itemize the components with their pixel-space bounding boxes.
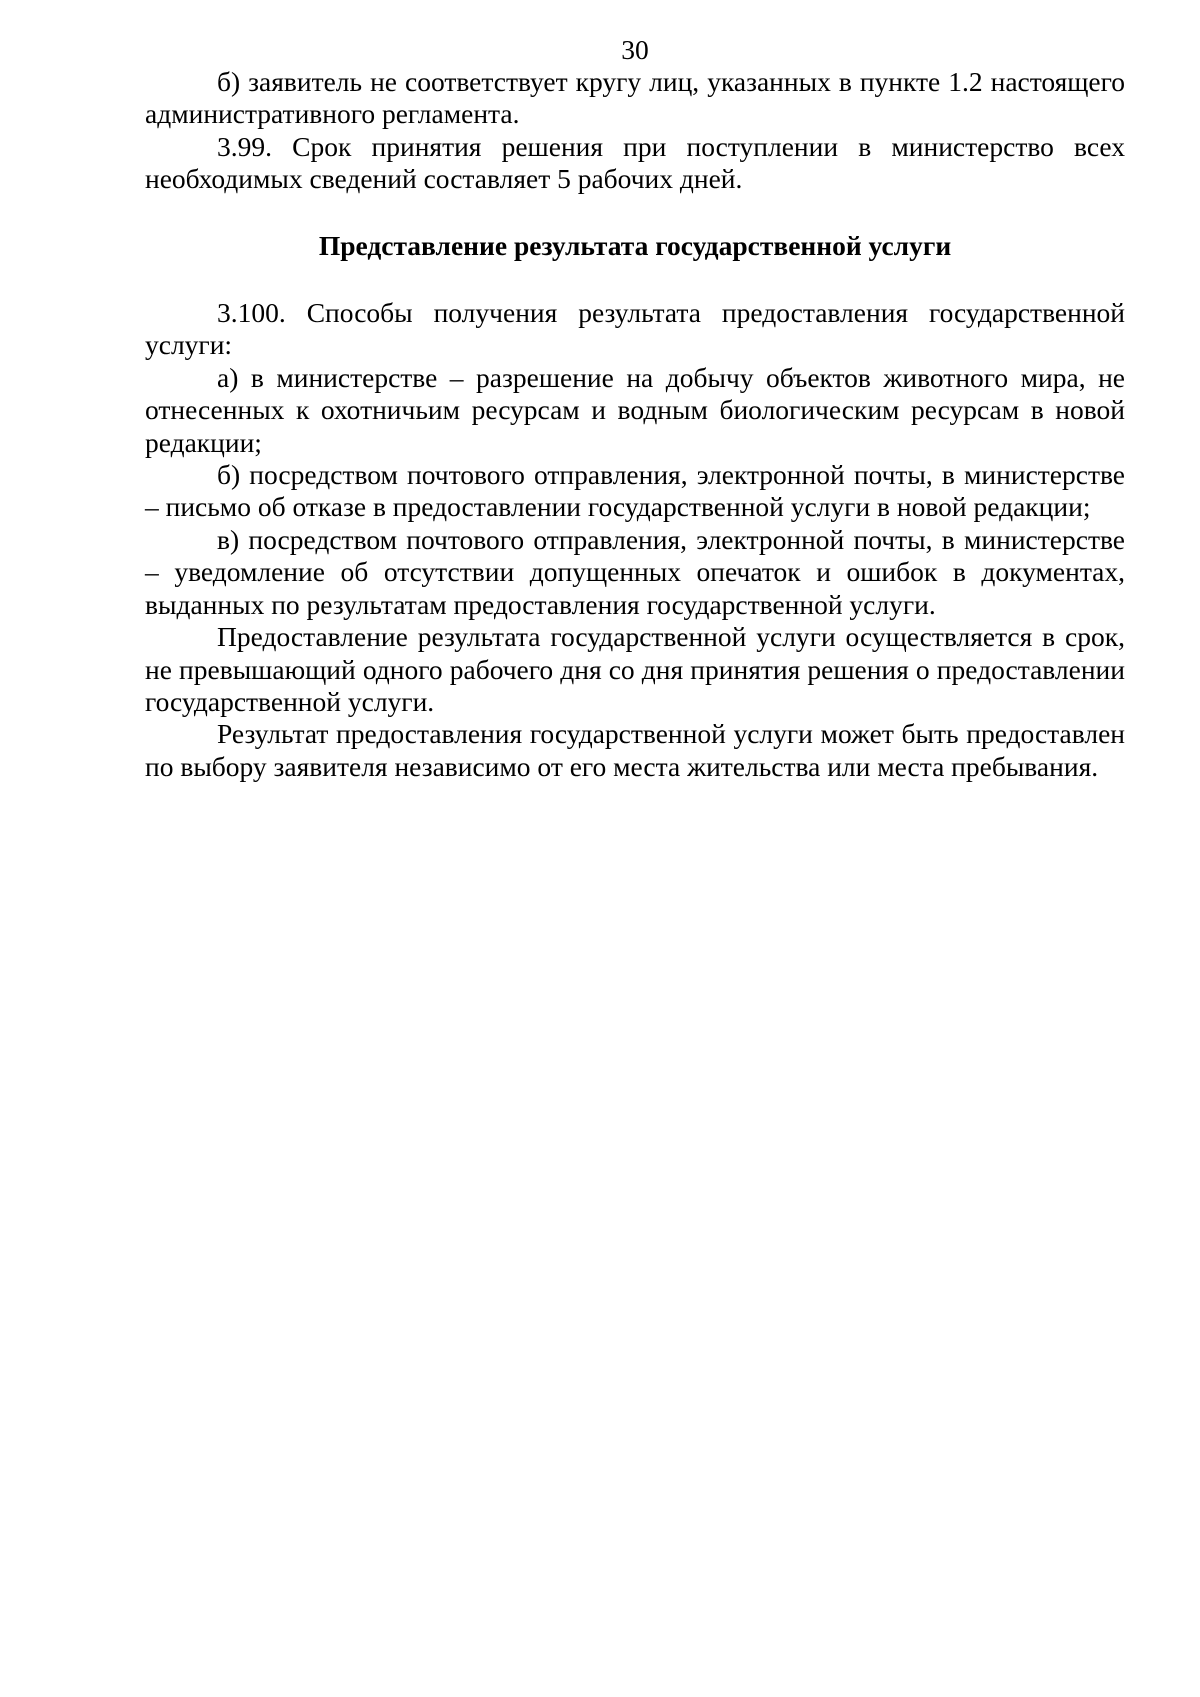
paragraph-applicant-criteria: б) заявитель не соответствует кругу лиц, указанных в пункте 1.2 настоящего административного регламента. [145,66,1125,130]
paragraph-item-a: а) в министерстве – разрешение на добычу объектов животного мира, не отнесенных к охотничьим ресурсам и водным биологическим ресурсам в новой редакции; [145,361,1125,458]
document-page [145,34,1125,783]
paragraph-item-b: б) посредством почтового отправления, электронной почты, в министерстве – письмо об отказе в предоставлении государственной услуги в новой редакции; [145,459,1125,523]
section-heading: Представление результата государственной услуги [318,229,952,261]
paragraph-result-methods: 3.100. Способы получения результата предоставления государственной услуги: [145,297,1125,361]
paragraph-item-v: в) посредством почтового отправления, электронной почты, в министерстве – уведомление об отсутствии допущенных опечаток и ошибок в документах, выданных по результатам предоставления государственной услуги. [145,523,1125,620]
page-number: 30 [621,34,649,65]
paragraph-result-choice: Результат предоставления государственной услуги может быть предоставлен по выбору заявителя независимо от его места жительства или места пребывания. [145,718,1125,782]
paragraph-result-timing: Предоставление результата государственной услуги осуществляется в срок, не превышающий одного рабочего дня со дня принятия решения о предоставлении государственной услуги. [145,621,1125,717]
paragraph-decision-deadline: 3.99. Срок принятия решения при поступлении в министерство всех необходимых сведений составляет 5 рабочих дней. [145,130,1125,195]
